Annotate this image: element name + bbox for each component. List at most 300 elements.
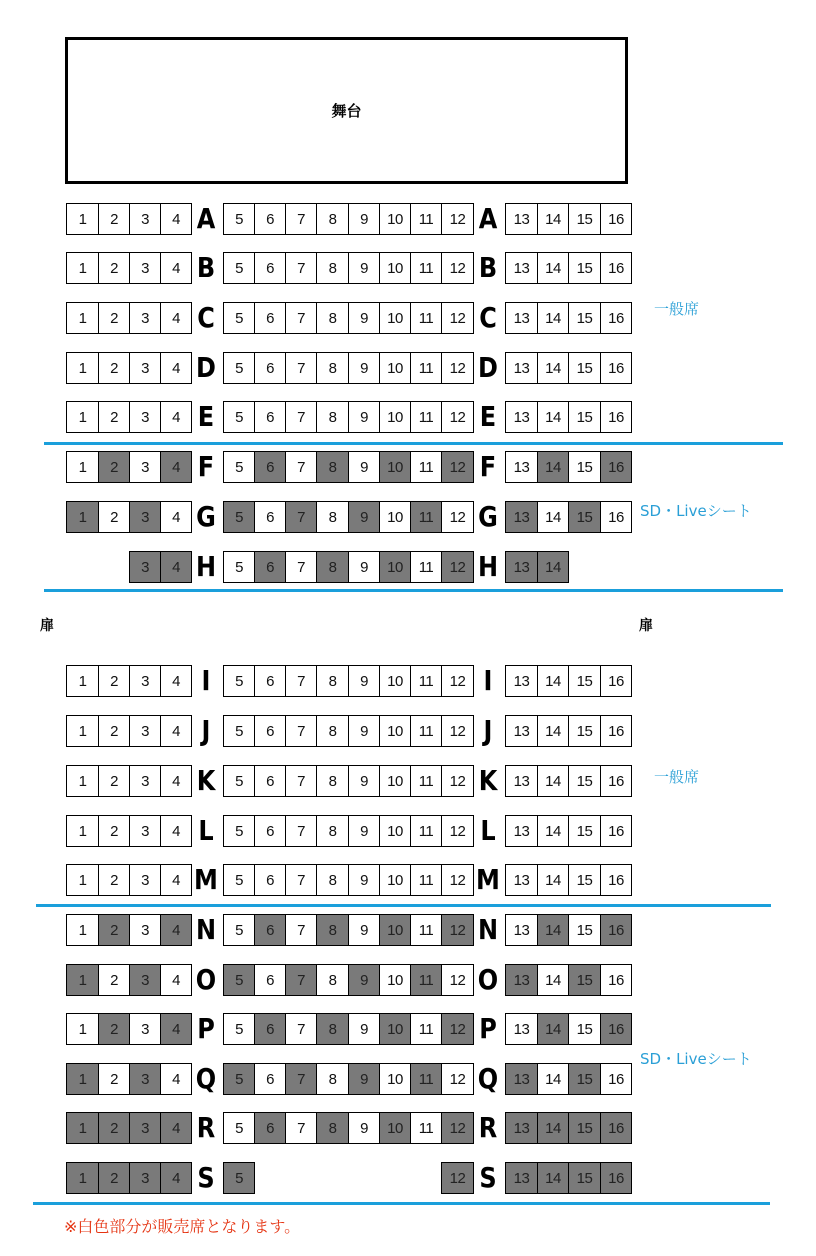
seat-S-4[interactable]: 4 — [160, 1162, 192, 1194]
seat-P-15[interactable]: 15 — [568, 1013, 601, 1045]
seat-R-8[interactable]: 8 — [316, 1112, 349, 1144]
seat-I-8[interactable]: 8 — [316, 665, 349, 697]
seat-N-3[interactable]: 3 — [129, 914, 161, 946]
seat-M-10[interactable]: 10 — [379, 864, 411, 896]
seat-P-2[interactable]: 2 — [98, 1013, 130, 1045]
seat-P-3[interactable]: 3 — [129, 1013, 161, 1045]
seat-J-7[interactable]: 7 — [285, 715, 317, 747]
seat-C-5[interactable]: 5 — [223, 302, 255, 334]
seat-O-12[interactable]: 12 — [441, 964, 474, 996]
seat-D-2[interactable]: 2 — [98, 352, 130, 384]
seat-R-13[interactable]: 13 — [505, 1112, 538, 1144]
seat-R-2[interactable]: 2 — [98, 1112, 130, 1144]
seat-R-1[interactable]: 1 — [66, 1112, 99, 1144]
seat-B-15[interactable]: 15 — [568, 252, 601, 284]
seat-N-11[interactable]: 11 — [410, 914, 442, 946]
seat-S-16[interactable]: 16 — [600, 1162, 632, 1194]
seat-G-1[interactable]: 1 — [66, 501, 99, 533]
seat-C-6[interactable]: 6 — [254, 302, 286, 334]
seat-C-4[interactable]: 4 — [160, 302, 192, 334]
seat-F-5[interactable]: 5 — [223, 451, 255, 483]
seat-L-16[interactable]: 16 — [600, 815, 632, 847]
seat-J-1[interactable]: 1 — [66, 715, 99, 747]
seat-N-6[interactable]: 6 — [254, 914, 286, 946]
seat-D-7[interactable]: 7 — [285, 352, 317, 384]
seat-B-8[interactable]: 8 — [316, 252, 349, 284]
seat-S-14[interactable]: 14 — [537, 1162, 569, 1194]
seat-P-1[interactable]: 1 — [66, 1013, 99, 1045]
seat-G-3[interactable]: 3 — [129, 501, 161, 533]
seat-D-13[interactable]: 13 — [505, 352, 538, 384]
seat-D-14[interactable]: 14 — [537, 352, 569, 384]
seat-E-13[interactable]: 13 — [505, 401, 538, 433]
seat-F-7[interactable]: 7 — [285, 451, 317, 483]
seat-G-4[interactable]: 4 — [160, 501, 192, 533]
seat-F-6[interactable]: 6 — [254, 451, 286, 483]
seat-F-1[interactable]: 1 — [66, 451, 99, 483]
seat-G-12[interactable]: 12 — [441, 501, 474, 533]
door-right: 扉 — [639, 618, 653, 634]
seat-P-13[interactable]: 13 — [505, 1013, 538, 1045]
seat-Q-16[interactable]: 16 — [600, 1063, 632, 1095]
row-label-B-right: B — [478, 251, 498, 285]
seat-E-15[interactable]: 15 — [568, 401, 601, 433]
seat-F-12[interactable]: 12 — [441, 451, 474, 483]
seat-S-2[interactable]: 2 — [98, 1162, 130, 1194]
seat-A-4[interactable]: 4 — [160, 203, 192, 235]
seat-E-8[interactable]: 8 — [316, 401, 349, 433]
seat-K-12[interactable]: 12 — [441, 765, 474, 797]
seat-G-6[interactable]: 6 — [254, 501, 286, 533]
seat-Q-2[interactable]: 2 — [98, 1063, 130, 1095]
seat-M-9[interactable]: 9 — [348, 864, 380, 896]
seat-R-10[interactable]: 10 — [379, 1112, 411, 1144]
seat-N-12[interactable]: 12 — [441, 914, 474, 946]
seat-L-14[interactable]: 14 — [537, 815, 569, 847]
seat-J-15[interactable]: 15 — [568, 715, 601, 747]
seat-O-13[interactable]: 13 — [505, 964, 538, 996]
seat-K-1[interactable]: 1 — [66, 765, 99, 797]
seat-B-4[interactable]: 4 — [160, 252, 192, 284]
seat-K-8[interactable]: 8 — [316, 765, 349, 797]
seat-L-9[interactable]: 9 — [348, 815, 380, 847]
seat-N-4[interactable]: 4 — [160, 914, 192, 946]
seat-S-1[interactable]: 1 — [66, 1162, 99, 1194]
seat-I-3[interactable]: 3 — [129, 665, 161, 697]
seat-P-10[interactable]: 10 — [379, 1013, 411, 1045]
seat-M-3[interactable]: 3 — [129, 864, 161, 896]
seat-Q-1[interactable]: 1 — [66, 1063, 99, 1095]
seat-S-3[interactable]: 3 — [129, 1162, 161, 1194]
seat-A-13[interactable]: 13 — [505, 203, 538, 235]
seat-N-8[interactable]: 8 — [316, 914, 349, 946]
seat-L-4[interactable]: 4 — [160, 815, 192, 847]
seat-R-5[interactable]: 5 — [223, 1112, 255, 1144]
seat-Q-14[interactable]: 14 — [537, 1063, 569, 1095]
seat-Q-9[interactable]: 9 — [348, 1063, 380, 1095]
seat-C-9[interactable]: 9 — [348, 302, 380, 334]
seat-N-10[interactable]: 10 — [379, 914, 411, 946]
seat-L-1[interactable]: 1 — [66, 815, 99, 847]
seat-N-15[interactable]: 15 — [568, 914, 601, 946]
seat-E-7[interactable]: 7 — [285, 401, 317, 433]
seat-H-14[interactable]: 14 — [537, 551, 569, 583]
seat-C-14[interactable]: 14 — [537, 302, 569, 334]
seat-Q-6[interactable]: 6 — [254, 1063, 286, 1095]
seat-F-13[interactable]: 13 — [505, 451, 538, 483]
seat-R-12[interactable]: 12 — [441, 1112, 474, 1144]
seat-P-4[interactable]: 4 — [160, 1013, 192, 1045]
seat-G-16[interactable]: 16 — [600, 501, 632, 533]
seat-M-16[interactable]: 16 — [600, 864, 632, 896]
seat-E-1[interactable]: 1 — [66, 401, 99, 433]
seat-J-2[interactable]: 2 — [98, 715, 130, 747]
seat-D-15[interactable]: 15 — [568, 352, 601, 384]
seat-F-14[interactable]: 14 — [537, 451, 569, 483]
seat-B-16[interactable]: 16 — [600, 252, 632, 284]
seat-M-1[interactable]: 1 — [66, 864, 99, 896]
seat-I-1[interactable]: 1 — [66, 665, 99, 697]
seat-R-15[interactable]: 15 — [568, 1112, 601, 1144]
seat-C-11[interactable]: 11 — [410, 302, 442, 334]
seat-Q-12[interactable]: 12 — [441, 1063, 474, 1095]
seat-H-9[interactable]: 9 — [348, 551, 380, 583]
seat-Q-5[interactable]: 5 — [223, 1063, 255, 1095]
seat-P-9[interactable]: 9 — [348, 1013, 380, 1045]
seat-P-16[interactable]: 16 — [600, 1013, 632, 1045]
seat-G-10[interactable]: 10 — [379, 501, 411, 533]
seat-L-13[interactable]: 13 — [505, 815, 538, 847]
seat-M-14[interactable]: 14 — [537, 864, 569, 896]
seat-A-7[interactable]: 7 — [285, 203, 317, 235]
seat-F-2[interactable]: 2 — [98, 451, 130, 483]
seat-M-4[interactable]: 4 — [160, 864, 192, 896]
seat-Q-11[interactable]: 11 — [410, 1063, 442, 1095]
seat-F-15[interactable]: 15 — [568, 451, 601, 483]
seat-N-2[interactable]: 2 — [98, 914, 130, 946]
seat-P-5[interactable]: 5 — [223, 1013, 255, 1045]
seat-K-2[interactable]: 2 — [98, 765, 130, 797]
seat-I-11[interactable]: 11 — [410, 665, 442, 697]
seat-E-10[interactable]: 10 — [379, 401, 411, 433]
seat-E-2[interactable]: 2 — [98, 401, 130, 433]
seat-L-6[interactable]: 6 — [254, 815, 286, 847]
seat-F-11[interactable]: 11 — [410, 451, 442, 483]
seat-C-16[interactable]: 16 — [600, 302, 632, 334]
seat-C-8[interactable]: 8 — [316, 302, 349, 334]
seat-A-16[interactable]: 16 — [600, 203, 632, 235]
seat-J-14[interactable]: 14 — [537, 715, 569, 747]
seat-R-3[interactable]: 3 — [129, 1112, 161, 1144]
row-label-A-left: A — [196, 202, 216, 236]
seat-L-11[interactable]: 11 — [410, 815, 442, 847]
seat-H-5[interactable]: 5 — [223, 551, 255, 583]
seat-B-3[interactable]: 3 — [129, 252, 161, 284]
seat-N-14[interactable]: 14 — [537, 914, 569, 946]
seat-M-15[interactable]: 15 — [568, 864, 601, 896]
seat-H-13[interactable]: 13 — [505, 551, 538, 583]
seat-D-9[interactable]: 9 — [348, 352, 380, 384]
seat-N-1[interactable]: 1 — [66, 914, 99, 946]
seat-D-11[interactable]: 11 — [410, 352, 442, 384]
seat-J-11[interactable]: 11 — [410, 715, 442, 747]
seat-K-6[interactable]: 6 — [254, 765, 286, 797]
seat-M-7[interactable]: 7 — [285, 864, 317, 896]
seat-G-11[interactable]: 11 — [410, 501, 442, 533]
seat-K-9[interactable]: 9 — [348, 765, 380, 797]
seat-E-9[interactable]: 9 — [348, 401, 380, 433]
seat-R-16[interactable]: 16 — [600, 1112, 632, 1144]
seat-D-3[interactable]: 3 — [129, 352, 161, 384]
seat-L-3[interactable]: 3 — [129, 815, 161, 847]
seat-B-9[interactable]: 9 — [348, 252, 380, 284]
seat-C-12[interactable]: 12 — [441, 302, 474, 334]
seat-O-4[interactable]: 4 — [160, 964, 192, 996]
seat-E-5[interactable]: 5 — [223, 401, 255, 433]
seat-K-15[interactable]: 15 — [568, 765, 601, 797]
seat-O-9[interactable]: 9 — [348, 964, 380, 996]
seat-O-10[interactable]: 10 — [379, 964, 411, 996]
seat-F-4[interactable]: 4 — [160, 451, 192, 483]
seat-K-3[interactable]: 3 — [129, 765, 161, 797]
seat-E-16[interactable]: 16 — [600, 401, 632, 433]
seat-Q-15[interactable]: 15 — [568, 1063, 601, 1095]
seat-M-8[interactable]: 8 — [316, 864, 349, 896]
seat-L-5[interactable]: 5 — [223, 815, 255, 847]
seat-N-16[interactable]: 16 — [600, 914, 632, 946]
seat-D-12[interactable]: 12 — [441, 352, 474, 384]
seat-C-3[interactable]: 3 — [129, 302, 161, 334]
seat-O-15[interactable]: 15 — [568, 964, 601, 996]
seat-G-14[interactable]: 14 — [537, 501, 569, 533]
seat-G-7[interactable]: 7 — [285, 501, 317, 533]
seat-E-12[interactable]: 12 — [441, 401, 474, 433]
seat-P-6[interactable]: 6 — [254, 1013, 286, 1045]
seat-J-13[interactable]: 13 — [505, 715, 538, 747]
seat-B-13[interactable]: 13 — [505, 252, 538, 284]
seat-C-1[interactable]: 1 — [66, 302, 99, 334]
seat-B-14[interactable]: 14 — [537, 252, 569, 284]
seat-F-10[interactable]: 10 — [379, 451, 411, 483]
seat-J-8[interactable]: 8 — [316, 715, 349, 747]
seat-J-4[interactable]: 4 — [160, 715, 192, 747]
seat-S-5[interactable]: 5 — [223, 1162, 255, 1194]
seat-I-4[interactable]: 4 — [160, 665, 192, 697]
seat-G-15[interactable]: 15 — [568, 501, 601, 533]
door-left: 扉 — [40, 618, 54, 634]
seat-R-7[interactable]: 7 — [285, 1112, 317, 1144]
seat-N-9[interactable]: 9 — [348, 914, 380, 946]
seat-J-6[interactable]: 6 — [254, 715, 286, 747]
seat-I-13[interactable]: 13 — [505, 665, 538, 697]
seat-H-4[interactable]: 4 — [160, 551, 192, 583]
seat-Q-4[interactable]: 4 — [160, 1063, 192, 1095]
seat-B-10[interactable]: 10 — [379, 252, 411, 284]
seat-N-5[interactable]: 5 — [223, 914, 255, 946]
seat-D-4[interactable]: 4 — [160, 352, 192, 384]
seat-S-13[interactable]: 13 — [505, 1162, 538, 1194]
seat-J-9[interactable]: 9 — [348, 715, 380, 747]
seat-S-15[interactable]: 15 — [568, 1162, 601, 1194]
seat-M-5[interactable]: 5 — [223, 864, 255, 896]
seat-R-4[interactable]: 4 — [160, 1112, 192, 1144]
seat-M-13[interactable]: 13 — [505, 864, 538, 896]
seat-L-12[interactable]: 12 — [441, 815, 474, 847]
seat-L-8[interactable]: 8 — [316, 815, 349, 847]
seat-K-16[interactable]: 16 — [600, 765, 632, 797]
seat-D-10[interactable]: 10 — [379, 352, 411, 384]
seat-F-9[interactable]: 9 — [348, 451, 380, 483]
seat-E-11[interactable]: 11 — [410, 401, 442, 433]
seat-C-7[interactable]: 7 — [285, 302, 317, 334]
seat-O-5[interactable]: 5 — [223, 964, 255, 996]
seat-L-15[interactable]: 15 — [568, 815, 601, 847]
seat-H-11[interactable]: 11 — [410, 551, 442, 583]
seat-D-1[interactable]: 1 — [66, 352, 99, 384]
seat-A-3[interactable]: 3 — [129, 203, 161, 235]
seat-J-12[interactable]: 12 — [441, 715, 474, 747]
seat-H-10[interactable]: 10 — [379, 551, 411, 583]
seat-O-3[interactable]: 3 — [129, 964, 161, 996]
seat-O-6[interactable]: 6 — [254, 964, 286, 996]
seat-Q-10[interactable]: 10 — [379, 1063, 411, 1095]
seat-I-2[interactable]: 2 — [98, 665, 130, 697]
seat-O-2[interactable]: 2 — [98, 964, 130, 996]
row-label-P-left: P — [197, 1012, 215, 1046]
seat-H-12[interactable]: 12 — [441, 551, 474, 583]
seat-K-10[interactable]: 10 — [379, 765, 411, 797]
seat-A-12[interactable]: 12 — [441, 203, 474, 235]
seat-E-3[interactable]: 3 — [129, 401, 161, 433]
seat-J-5[interactable]: 5 — [223, 715, 255, 747]
seat-G-5[interactable]: 5 — [223, 501, 255, 533]
seat-N-7[interactable]: 7 — [285, 914, 317, 946]
seat-K-14[interactable]: 14 — [537, 765, 569, 797]
seat-H-6[interactable]: 6 — [254, 551, 286, 583]
seat-K-4[interactable]: 4 — [160, 765, 192, 797]
seat-P-11[interactable]: 11 — [410, 1013, 442, 1045]
seat-R-9[interactable]: 9 — [348, 1112, 380, 1144]
seat-F-16[interactable]: 16 — [600, 451, 632, 483]
seat-A-8[interactable]: 8 — [316, 203, 349, 235]
seat-F-8[interactable]: 8 — [316, 451, 349, 483]
seat-H-3[interactable]: 3 — [129, 551, 161, 583]
seat-R-6[interactable]: 6 — [254, 1112, 286, 1144]
seat-I-15[interactable]: 15 — [568, 665, 601, 697]
seat-D-8[interactable]: 8 — [316, 352, 349, 384]
seat-P-14[interactable]: 14 — [537, 1013, 569, 1045]
seat-F-3[interactable]: 3 — [129, 451, 161, 483]
seat-A-1[interactable]: 1 — [66, 203, 99, 235]
seat-O-16[interactable]: 16 — [600, 964, 632, 996]
seat-P-7[interactable]: 7 — [285, 1013, 317, 1045]
seat-D-5[interactable]: 5 — [223, 352, 255, 384]
seat-O-11[interactable]: 11 — [410, 964, 442, 996]
seat-H-7[interactable]: 7 — [285, 551, 317, 583]
seat-M-2[interactable]: 2 — [98, 864, 130, 896]
seat-Q-8[interactable]: 8 — [316, 1063, 349, 1095]
seat-B-5[interactable]: 5 — [223, 252, 255, 284]
seat-O-14[interactable]: 14 — [537, 964, 569, 996]
seat-D-16[interactable]: 16 — [600, 352, 632, 384]
seat-K-11[interactable]: 11 — [410, 765, 442, 797]
seat-O-1[interactable]: 1 — [66, 964, 99, 996]
seat-L-7[interactable]: 7 — [285, 815, 317, 847]
seat-I-12[interactable]: 12 — [441, 665, 474, 697]
seat-L-10[interactable]: 10 — [379, 815, 411, 847]
seat-Q-3[interactable]: 3 — [129, 1063, 161, 1095]
seat-A-15[interactable]: 15 — [568, 203, 601, 235]
seat-I-6[interactable]: 6 — [254, 665, 286, 697]
seat-B-1[interactable]: 1 — [66, 252, 99, 284]
seat-N-13[interactable]: 13 — [505, 914, 538, 946]
seat-A-6[interactable]: 6 — [254, 203, 286, 235]
seat-M-12[interactable]: 12 — [441, 864, 474, 896]
seat-O-7[interactable]: 7 — [285, 964, 317, 996]
seat-Q-7[interactable]: 7 — [285, 1063, 317, 1095]
seat-P-12[interactable]: 12 — [441, 1013, 474, 1045]
seat-H-8[interactable]: 8 — [316, 551, 349, 583]
seat-K-7[interactable]: 7 — [285, 765, 317, 797]
seat-A-2[interactable]: 2 — [98, 203, 130, 235]
seat-B-6[interactable]: 6 — [254, 252, 286, 284]
seat-C-15[interactable]: 15 — [568, 302, 601, 334]
seat-K-5[interactable]: 5 — [223, 765, 255, 797]
seat-A-9[interactable]: 9 — [348, 203, 380, 235]
seat-E-14[interactable]: 14 — [537, 401, 569, 433]
seat-J-3[interactable]: 3 — [129, 715, 161, 747]
seat-A-11[interactable]: 11 — [410, 203, 442, 235]
seat-B-12[interactable]: 12 — [441, 252, 474, 284]
seat-A-14[interactable]: 14 — [537, 203, 569, 235]
seat-G-13[interactable]: 13 — [505, 501, 538, 533]
seat-I-5[interactable]: 5 — [223, 665, 255, 697]
seat-K-13[interactable]: 13 — [505, 765, 538, 797]
seat-C-2[interactable]: 2 — [98, 302, 130, 334]
seat-L-2[interactable]: 2 — [98, 815, 130, 847]
row-label-E-left: E — [197, 400, 215, 434]
seat-D-6[interactable]: 6 — [254, 352, 286, 384]
seat-G-2[interactable]: 2 — [98, 501, 130, 533]
seat-E-6[interactable]: 6 — [254, 401, 286, 433]
seat-M-6[interactable]: 6 — [254, 864, 286, 896]
seat-G-8[interactable]: 8 — [316, 501, 349, 533]
seat-C-10[interactable]: 10 — [379, 302, 411, 334]
seat-B-11[interactable]: 11 — [410, 252, 442, 284]
seat-B-2[interactable]: 2 — [98, 252, 130, 284]
seat-I-9[interactable]: 9 — [348, 665, 380, 697]
seat-Q-13[interactable]: 13 — [505, 1063, 538, 1095]
seat-S-12[interactable]: 12 — [441, 1162, 474, 1194]
seat-G-9[interactable]: 9 — [348, 501, 380, 533]
seat-O-8[interactable]: 8 — [316, 964, 349, 996]
seat-J-16[interactable]: 16 — [600, 715, 632, 747]
seat-I-7[interactable]: 7 — [285, 665, 317, 697]
seat-I-14[interactable]: 14 — [537, 665, 569, 697]
seat-A-5[interactable]: 5 — [223, 203, 255, 235]
seat-P-8[interactable]: 8 — [316, 1013, 349, 1045]
seat-R-14[interactable]: 14 — [537, 1112, 569, 1144]
seat-M-11[interactable]: 11 — [410, 864, 442, 896]
seat-A-10[interactable]: 10 — [379, 203, 411, 235]
seat-I-10[interactable]: 10 — [379, 665, 411, 697]
seat-I-16[interactable]: 16 — [600, 665, 632, 697]
seat-R-11[interactable]: 11 — [410, 1112, 442, 1144]
seat-J-10[interactable]: 10 — [379, 715, 411, 747]
seat-E-4[interactable]: 4 — [160, 401, 192, 433]
seat-B-7[interactable]: 7 — [285, 252, 317, 284]
seat-C-13[interactable]: 13 — [505, 302, 538, 334]
